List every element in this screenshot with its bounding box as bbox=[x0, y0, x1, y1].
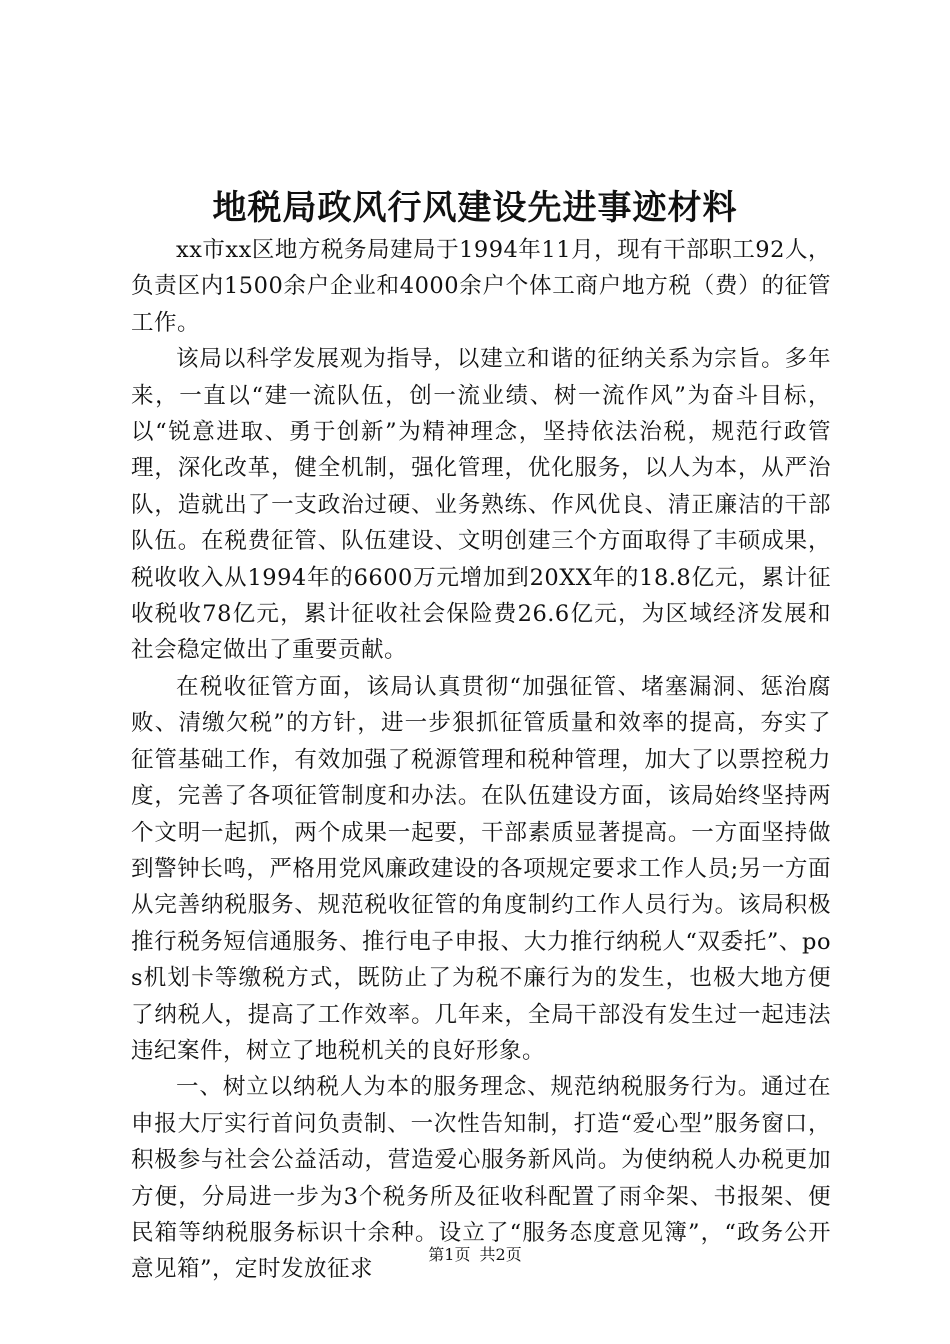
document-title: 地税局政风行风建设先进事迹材料 bbox=[212, 188, 738, 228]
paragraph-2: 该局以科学发展观为指导，以建立和谐的征纳关系为宗旨。多年来，一直以“建一流队伍，创一流业绩、树一流作风”为奋斗目标，以“锐意进取、勇于创新”为精神理念，坚持依法治税，规范行政管理，深化改革，健全机制，强化管理，优化服务，以人为本，从严治队，造就出了一支政治过硬、业务熟练、作风优良、清正廉洁的干部队伍。在税费征管、队伍建设、文明创建三个方面取得了丰硕成果，税收收入从1994年的6600万元增加到20XX年的18.8亿元，累计征收税收78亿元，累计征收社会保险费26.6亿元，为区域经济发展和社会稳定做出了重要贡献。 bbox=[131, 346, 831, 664]
document-body bbox=[131, 232, 831, 1288]
paragraph-1: xx市xx区地方税务局建局于1994年11月，现有干部职工92人，负责区内1500余户企业和4000余户个体工商户地方税（费）的征管工作。 bbox=[131, 237, 831, 336]
page-total: 共2页 bbox=[479, 1245, 522, 1264]
paragraph-3: 在税收征管方面，该局认真贯彻“加强征管、堵塞漏洞、惩治腐败、清缴欠税”的方针，进一步狠抓征管质量和效率的提高，夯实了征管基础工作，有效加强了税源管理和税种管理，加大了以票控税力度，完善了各项征管制度和办法。在队伍建设方面，该局始终坚持两个文明一起抓，两个成果一起要，干部素质显著提高。一方面坚持做到警钟长鸣，严格用党风廉政建设的各项规定要求工作人员;另一方面从完善纳税服务、规范税收征管的角度制约工作人员行为。该局积极推行税务短信通服务、推行电子申报、大力推行纳税人“双委托”、pos机划卡等缴税方式，既防止了为税不廉行为的发生，也极大地方便了纳税人，提高了工作效率。几年来，全局干部没有发生过一起违法违纪案件，树立了地税机关的良好形象。 bbox=[131, 673, 831, 1064]
paragraph-4: 一、树立以纳税人为本的服务理念、规范纳税服务行为。通过在申报大厅实行首问负责制、一次性告知制，打造“爱心型”服务窗口，积极参与社会公益活动，营造爱心服务新风尚。为使纳税人办税更加方便，分局进一步为3个税务所及征收科配置了雨伞架、书报架、便民箱等纳税服务标识十余种。设立了“服务态度意见簿”，“政务公开意见箱”，定时发放征求 bbox=[131, 1074, 831, 1283]
page-number: 第1页 bbox=[428, 1245, 471, 1264]
page-footer bbox=[0, 1244, 950, 1266]
